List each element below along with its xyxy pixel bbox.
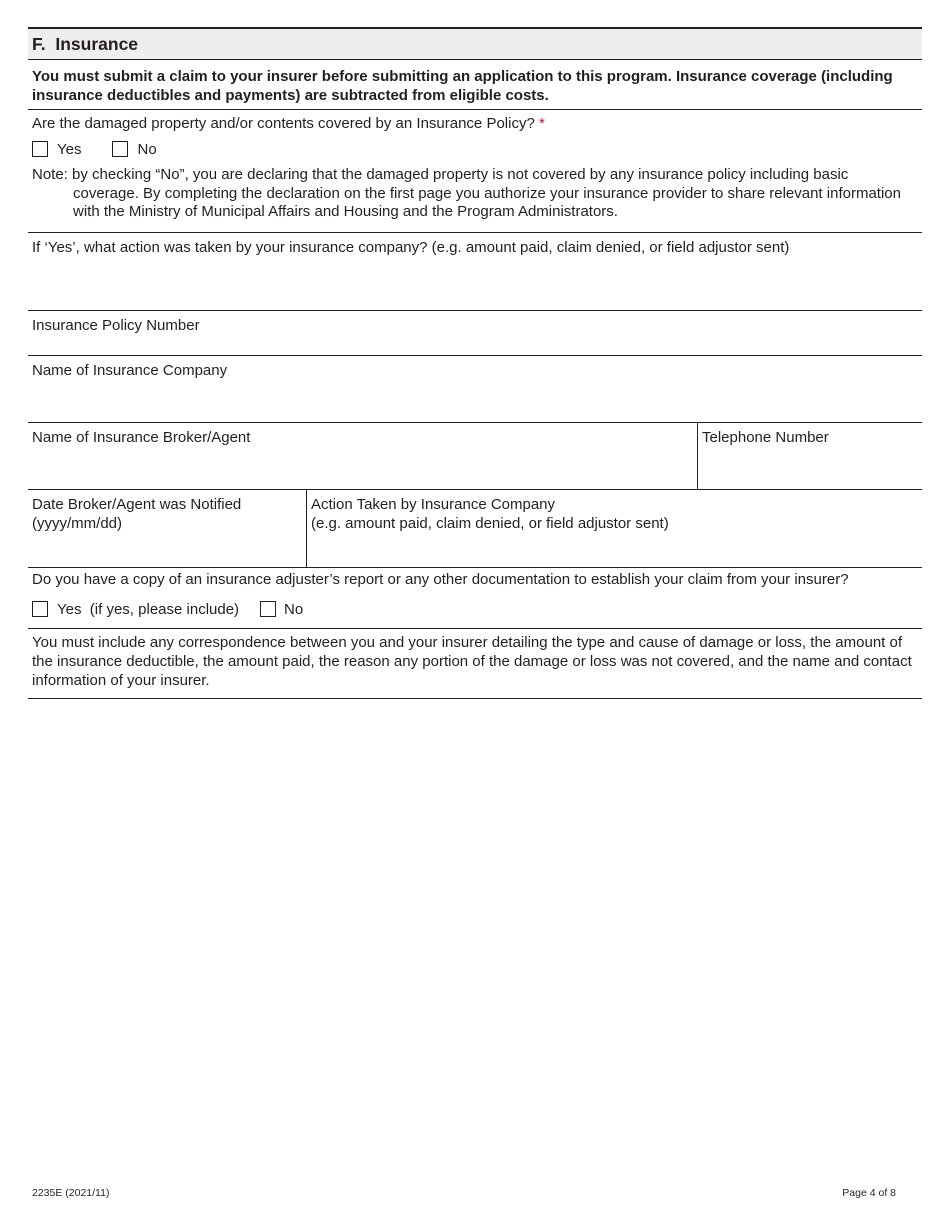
notification-row xyxy=(28,490,922,568)
coverage-question-row xyxy=(28,110,922,233)
action-if-yes-label: If ‘Yes’, what action was taken by your insurance company? (e.g. amount paid, claim denied, or field adjustor sent) xyxy=(32,239,790,256)
note-continuation: coverage. By completing the declaration on the first page you authorize your insurance provider to share relevant information with the Ministry of Municipal Affairs and Housing and the Program Administrators. xyxy=(73,184,901,220)
date-notified-label: Date Broker/Agent was Notified xyxy=(32,496,242,513)
adjuster-question-row xyxy=(28,568,922,629)
section-letter: F. xyxy=(32,34,46,54)
correspondence-text: You must include any correspondence between you and your insurer detailing the type and cause of damage or loss, the amount of the insurance deductible, the amount paid, the reason any portion of the damage or loss was not covered, and the name and contact information of your insurer. xyxy=(32,634,912,689)
adjuster-yes-checkbox[interactable] xyxy=(32,601,48,617)
coverage-yes-checkbox[interactable] xyxy=(32,141,48,157)
action-taken-label: Action Taken by Insurance Company xyxy=(311,496,556,513)
required-mark: * xyxy=(538,115,545,132)
telephone-field[interactable] xyxy=(698,423,922,489)
date-notified-field[interactable] xyxy=(28,490,307,567)
section-header xyxy=(28,27,922,60)
company-name-label: Name of Insurance Company xyxy=(32,362,228,379)
action-taken-example: (e.g. amount paid, claim denied, or field adjustor sent) xyxy=(311,515,669,532)
company-name-field[interactable] xyxy=(28,356,922,423)
action-if-yes-field[interactable] xyxy=(28,233,922,311)
action-taken-field[interactable] xyxy=(307,490,922,567)
insurance-section xyxy=(28,27,922,699)
adjuster-no-label: No xyxy=(284,600,304,618)
insurance-notice: You must submit a claim to your insurer before submitting an application to this program. Insurance coverage (including insurance deductibles and payments) are subtracted from eligible costs. xyxy=(28,60,922,110)
adjuster-yes-label: Yes (if yes, please include) xyxy=(57,600,240,618)
note-first-line: Note: by checking “No”, you are declaring that the damaged property is not covered by any insurance policy including basic xyxy=(32,166,849,183)
form-id: 2235E (2021/11) xyxy=(32,1187,110,1199)
page-number: Page 4 of 8 xyxy=(842,1187,896,1199)
telephone-label: Telephone Number xyxy=(702,429,829,446)
coverage-yes-label: Yes xyxy=(57,140,82,158)
policy-number-field[interactable] xyxy=(28,311,922,356)
date-format-hint: (yyyy/mm/dd) xyxy=(32,515,122,532)
section-title: Insurance xyxy=(55,34,139,54)
policy-number-label: Insurance Policy Number xyxy=(32,317,200,334)
adjuster-question-label: Do you have a copy of an insurance adjuster’s report or any other documentation to establish your claim from your insurer? xyxy=(32,571,849,588)
adjuster-no-checkbox[interactable] xyxy=(260,601,276,617)
coverage-question-label: Are the damaged property and/or contents covered by an Insurance Policy? xyxy=(32,115,535,132)
coverage-no-checkbox[interactable] xyxy=(112,141,128,157)
correspondence-row xyxy=(28,629,922,699)
coverage-note xyxy=(28,160,922,222)
broker-name-label: Name of Insurance Broker/Agent xyxy=(32,429,251,446)
broker-name-field[interactable] xyxy=(28,423,698,489)
coverage-no-label: No xyxy=(137,140,157,158)
broker-row xyxy=(28,423,922,490)
